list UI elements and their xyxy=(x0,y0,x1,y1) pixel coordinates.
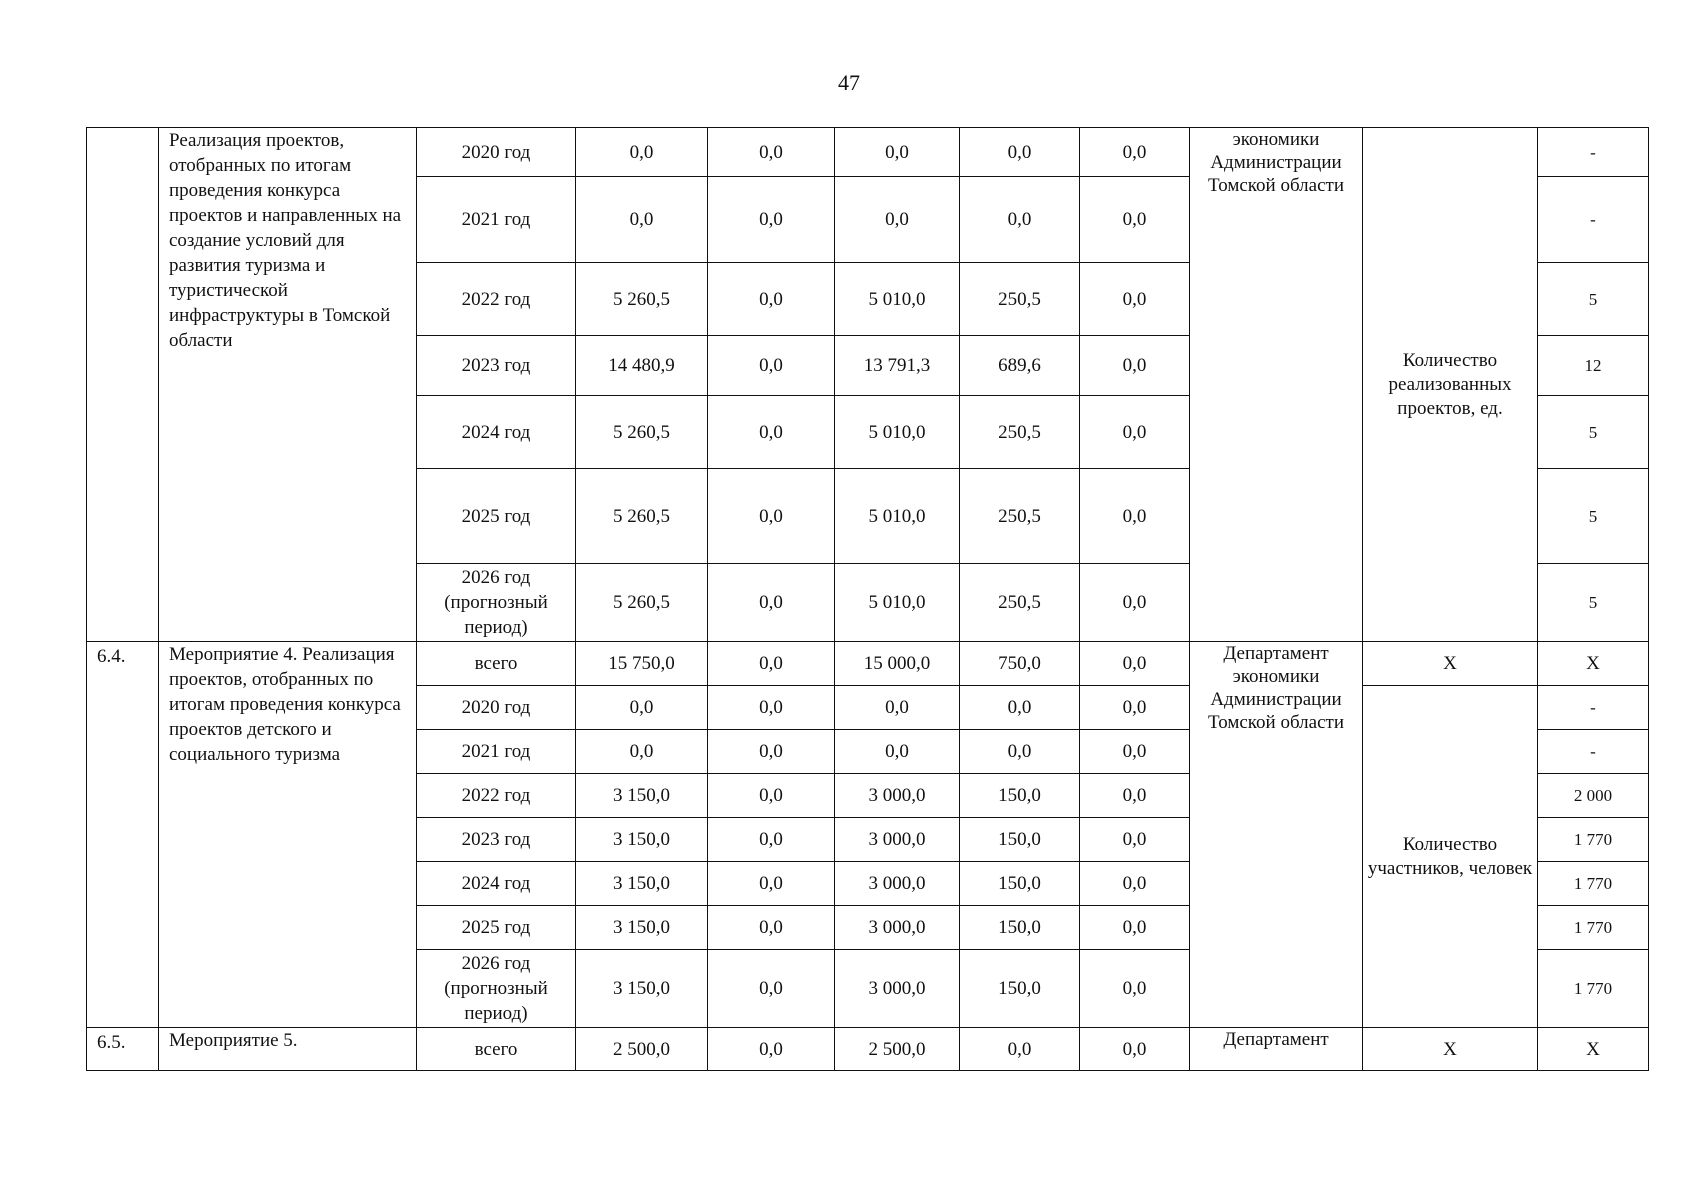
local-cell: 150,0 xyxy=(960,906,1080,950)
total-cell: 3 150,0 xyxy=(576,862,708,906)
federal-cell: 0,0 xyxy=(708,177,835,263)
federal-cell: 0,0 xyxy=(708,564,835,642)
other-cell: 0,0 xyxy=(1080,686,1190,730)
other-cell: 0,0 xyxy=(1080,263,1190,336)
local-cell: 150,0 xyxy=(960,862,1080,906)
local-cell: 0,0 xyxy=(960,730,1080,774)
total-cell: 15 750,0 xyxy=(576,642,708,686)
local-cell: 150,0 xyxy=(960,818,1080,862)
regional-cell: 3 000,0 xyxy=(835,818,960,862)
local-cell: 250,5 xyxy=(960,396,1080,469)
regional-cell: 5 010,0 xyxy=(835,564,960,642)
total-cell: 5 260,5 xyxy=(576,564,708,642)
target-cell: 1 770 xyxy=(1538,862,1649,906)
period-cell: 2022 год xyxy=(417,774,576,818)
regional-cell: 3 000,0 xyxy=(835,862,960,906)
regional-cell: 3 000,0 xyxy=(835,906,960,950)
period-cell: 2026 год (прогнозный период) xyxy=(417,564,576,642)
other-cell: 0,0 xyxy=(1080,642,1190,686)
other-cell: 0,0 xyxy=(1080,862,1190,906)
regional-cell: 0,0 xyxy=(835,128,960,177)
other-cell: 0,0 xyxy=(1080,774,1190,818)
other-cell: 0,0 xyxy=(1080,128,1190,177)
federal-cell: 0,0 xyxy=(708,906,835,950)
period-cell: 2021 год xyxy=(417,177,576,263)
local-cell: 0,0 xyxy=(960,1028,1080,1071)
total-cell: 5 260,5 xyxy=(576,396,708,469)
department-cell: Департамент xyxy=(1190,1028,1363,1071)
federal-cell: 0,0 xyxy=(708,818,835,862)
target-cell: - xyxy=(1538,128,1649,177)
local-cell: 150,0 xyxy=(960,950,1080,1028)
row-number-cell xyxy=(87,128,159,642)
period-cell: 2026 год (прогнозный период) xyxy=(417,950,576,1028)
local-cell: 250,5 xyxy=(960,469,1080,564)
total-cell: 3 150,0 xyxy=(576,818,708,862)
event-name: Мероприятие 5. xyxy=(159,1028,417,1071)
target-cell: - xyxy=(1538,730,1649,774)
regional-cell: 0,0 xyxy=(835,177,960,263)
other-cell: 0,0 xyxy=(1080,1028,1190,1071)
federal-cell: 0,0 xyxy=(708,396,835,469)
target-cell: - xyxy=(1538,686,1649,730)
other-cell: 0,0 xyxy=(1080,906,1190,950)
regional-cell: 0,0 xyxy=(835,730,960,774)
federal-cell: 0,0 xyxy=(708,642,835,686)
other-cell: 0,0 xyxy=(1080,396,1190,469)
period-cell: 2021 год xyxy=(417,730,576,774)
regional-cell: 5 010,0 xyxy=(835,263,960,336)
local-cell: 150,0 xyxy=(960,774,1080,818)
total-cell: 2 500,0 xyxy=(576,1028,708,1071)
regional-cell: 3 000,0 xyxy=(835,950,960,1028)
total-cell: 0,0 xyxy=(576,686,708,730)
row-number-cell: 6.5. xyxy=(87,1028,159,1071)
total-cell: 5 260,5 xyxy=(576,263,708,336)
target-cell: - xyxy=(1538,177,1649,263)
local-cell: 689,6 xyxy=(960,336,1080,396)
target-cell: 12 xyxy=(1538,336,1649,396)
other-cell: 0,0 xyxy=(1080,730,1190,774)
period-cell: всего xyxy=(417,1028,576,1071)
period-cell: всего xyxy=(417,642,576,686)
indicator-cell: Количество реализованных проектов, ед. xyxy=(1363,128,1538,642)
target-cell: 5 xyxy=(1538,396,1649,469)
table-row xyxy=(87,128,1649,177)
local-cell: 250,5 xyxy=(960,263,1080,336)
local-cell: 750,0 xyxy=(960,642,1080,686)
department-cell: Департамент экономики Администрации Томской области xyxy=(1190,642,1363,1028)
target-cell: 1 770 xyxy=(1538,950,1649,1028)
total-cell: 0,0 xyxy=(576,177,708,263)
period-cell: 2025 год xyxy=(417,906,576,950)
page-number: 47 xyxy=(838,70,860,95)
other-cell: 0,0 xyxy=(1080,818,1190,862)
other-cell: 0,0 xyxy=(1080,336,1190,396)
other-cell: 0,0 xyxy=(1080,564,1190,642)
local-cell: 0,0 xyxy=(960,128,1080,177)
federal-cell: 0,0 xyxy=(708,1028,835,1071)
target-cell: 5 xyxy=(1538,263,1649,336)
total-cell: 3 150,0 xyxy=(576,906,708,950)
total-cell: 3 150,0 xyxy=(576,950,708,1028)
regional-cell: 5 010,0 xyxy=(835,469,960,564)
federal-cell: 0,0 xyxy=(708,336,835,396)
federal-cell: 0,0 xyxy=(708,128,835,177)
total-cell: 14 480,9 xyxy=(576,336,708,396)
federal-cell: 0,0 xyxy=(708,686,835,730)
period-cell: 2023 год xyxy=(417,336,576,396)
row-number-cell: 6.4. xyxy=(87,642,159,1028)
target-cell: 1 770 xyxy=(1538,818,1649,862)
federal-cell: 0,0 xyxy=(708,263,835,336)
period-cell: 2024 год xyxy=(417,862,576,906)
other-cell: 0,0 xyxy=(1080,469,1190,564)
period-cell: 2022 год xyxy=(417,263,576,336)
indicator-cell: X xyxy=(1363,642,1538,686)
target-cell: 1 770 xyxy=(1538,906,1649,950)
total-cell: 5 260,5 xyxy=(576,469,708,564)
regional-cell: 3 000,0 xyxy=(835,774,960,818)
event-name: Реализация проектов, отобранных по итогам проведения конкурса проектов и направленных на создание условий для развития туризма и туристической инфраструктуры в Томской области xyxy=(159,128,417,642)
period-cell: 2024 год xyxy=(417,396,576,469)
other-cell: 0,0 xyxy=(1080,950,1190,1028)
total-cell: 0,0 xyxy=(576,128,708,177)
regional-cell: 13 791,3 xyxy=(835,336,960,396)
period-cell: 2020 год xyxy=(417,128,576,177)
federal-cell: 0,0 xyxy=(708,469,835,564)
indicator-cell: X xyxy=(1363,1028,1538,1071)
total-cell: 3 150,0 xyxy=(576,774,708,818)
regional-cell: 5 010,0 xyxy=(835,396,960,469)
department-cell: экономики Администрации Томской области xyxy=(1190,128,1363,642)
target-cell: 5 xyxy=(1538,469,1649,564)
local-cell: 0,0 xyxy=(960,686,1080,730)
federal-cell: 0,0 xyxy=(708,862,835,906)
target-cell: X xyxy=(1538,642,1649,686)
indicator-cell: Количество участников, человек xyxy=(1363,686,1538,1028)
period-cell: 2025 год xyxy=(417,469,576,564)
table-row xyxy=(87,642,1649,686)
target-cell: 5 xyxy=(1538,564,1649,642)
period-cell: 2023 год xyxy=(417,818,576,862)
local-cell: 250,5 xyxy=(960,564,1080,642)
total-cell: 0,0 xyxy=(576,730,708,774)
target-cell: X xyxy=(1538,1028,1649,1071)
event-name: Мероприятие 4. Реализация проектов, отобранных по итогам проведения конкурса проектов детского и социального туризма xyxy=(159,642,417,1028)
table-row xyxy=(87,1028,1649,1071)
other-cell: 0,0 xyxy=(1080,177,1190,263)
regional-cell: 0,0 xyxy=(835,686,960,730)
federal-cell: 0,0 xyxy=(708,774,835,818)
target-cell: 2 000 xyxy=(1538,774,1649,818)
federal-cell: 0,0 xyxy=(708,950,835,1028)
federal-cell: 0,0 xyxy=(708,730,835,774)
regional-cell: 15 000,0 xyxy=(835,642,960,686)
budget-table xyxy=(86,127,1649,1071)
period-cell: 2020 год xyxy=(417,686,576,730)
regional-cell: 2 500,0 xyxy=(835,1028,960,1071)
local-cell: 0,0 xyxy=(960,177,1080,263)
